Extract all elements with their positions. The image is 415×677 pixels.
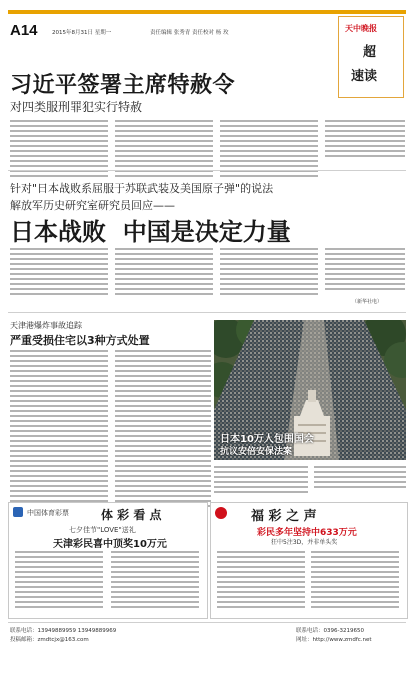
divider-2 <box>8 312 406 313</box>
section-badge <box>338 16 404 98</box>
footer-left-email: 投稿邮箱：zmdtcjx@163.com <box>10 637 89 643</box>
welfare-lottery-headline: 彩民多年坚持中633万元 <box>257 528 357 538</box>
badge-line-1: 超 <box>363 45 377 60</box>
brand-logo: 天中晚报 <box>345 24 377 33</box>
welfare-lottery-col1 <box>217 551 305 608</box>
photo-text-col1 <box>214 466 308 493</box>
story2-kicker: 针对"日本战败系屈服于苏联武装及美国原子弹"的说法 <box>10 182 274 195</box>
sports-lottery-kicker: 七夕佳节"LOVE"送礼 <box>69 526 136 534</box>
story1-col4 <box>325 120 405 157</box>
welfare-lottery-box <box>210 502 408 619</box>
story3-headline: 严重受损住宅以3种方式处置 <box>10 334 150 347</box>
header-editor: 责任编辑 张秀青 责任校对 杨 玫 <box>150 30 229 36</box>
badge-line-2: 速读 <box>351 69 378 84</box>
story2-headline: 日本战败 中国是决定力量 <box>10 217 291 246</box>
sports-lottery-col1 <box>15 551 103 608</box>
photo-caption-sub: 抗议安倍安保法案 <box>220 447 293 457</box>
footer-left-phone: 联系电话：13949889959 13949889969 <box>10 628 117 634</box>
header-top-bar <box>8 10 406 14</box>
sports-lottery-headline: 天津彩民喜中顶奖10万元 <box>53 539 167 550</box>
story2-col1 <box>10 248 108 295</box>
sports-lottery-logo-icon <box>13 507 23 517</box>
page-number: A14 <box>10 22 38 39</box>
sports-lottery-title: 体 彩 看 点 <box>101 508 162 522</box>
story2-kicker2: 解放军历史研究室研究员回应—— <box>10 199 175 212</box>
story3-kicker: 天津港爆炸事故追踪 <box>10 321 82 330</box>
sports-lottery-section: 中国体育彩票 <box>27 509 69 517</box>
story2-col3 <box>220 248 318 295</box>
story2-col4 <box>325 248 405 290</box>
divider-1 <box>8 170 406 171</box>
story3-col1 <box>10 350 108 507</box>
footer-rule <box>8 622 406 623</box>
story1-col3 <box>220 120 318 177</box>
story3-col2 <box>115 350 211 507</box>
story1-col2 <box>115 120 213 177</box>
footer-right-url: 网址：http://www.zmdfc.net <box>296 637 372 643</box>
story1-headline: 习近平签署主席特赦令 <box>10 72 236 98</box>
photo-caption-title: 日本10万人包围国会 <box>220 434 314 445</box>
header-date: 2015年8月31日 星期一 <box>52 30 112 36</box>
story2-byline: （新华社电） <box>352 299 383 305</box>
sports-lottery-box <box>8 502 208 619</box>
welfare-lottery-col2 <box>311 551 399 608</box>
footer-right-phone: 联系电话：0396-3219650 <box>296 628 364 634</box>
welfare-lottery-sub: 狂中5注3D，并非单头奖 <box>271 539 338 546</box>
story1-subhead: 对四类服刑罪犯实行特赦 <box>10 100 143 114</box>
welfare-lottery-logo-icon <box>215 507 227 519</box>
story1-col1 <box>10 120 108 177</box>
protest-photo <box>214 320 406 460</box>
story2-col2 <box>115 248 213 295</box>
photo-text-col2 <box>314 466 406 488</box>
welfare-lottery-title: 福 彩 之 声 <box>251 509 317 524</box>
sports-lottery-col2 <box>111 551 199 608</box>
